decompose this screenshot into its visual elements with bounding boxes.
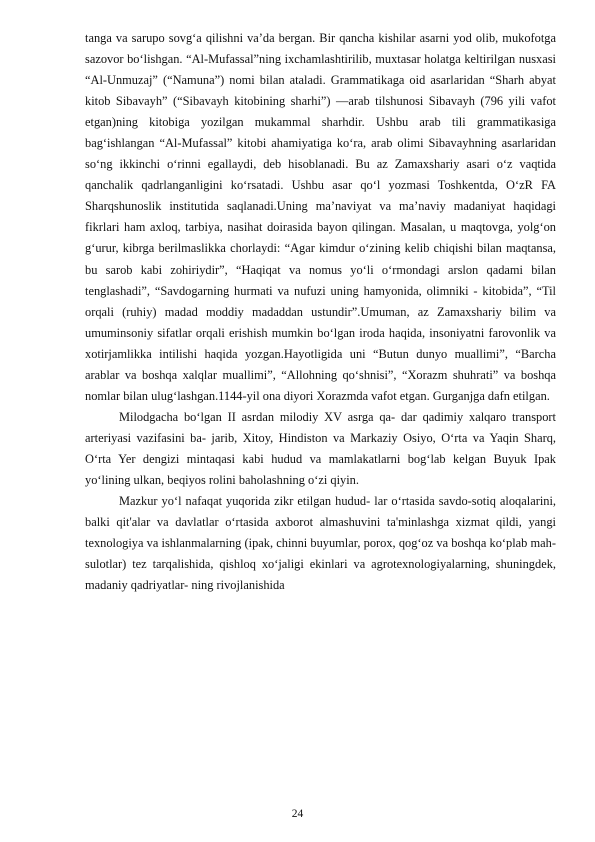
paragraph-2: Milodgacha bo‘lgan II asrdan milodiy XV asrga qa- dar qadimiy xalqaro transport arteriyasi vazifasini ba- jarib, Xitoy, Hindiston va Markaziy Osiyo, O‘rta va Yaqin Sharq, O‘rta Yer dengizi mintaqasi kabi hudud va mamlakatlarni bog‘lab kelgan Buyuk Ipak yo‘lining ulkan, beqiyos rolini baholashning o‘zi qiyin. (85, 409, 556, 487)
paragraph-3: Mazkur yo‘l nafaqat yuqorida zikr etilgan hudud- lar o‘rtasida savdo-sotiq aloqalarini, balki qit'alar va davlatlar o‘rtasida axborot almashuvini ta'minlashga xizmat qildi, yangi texnologiya va ishlanmalarning (ipak, chinni buyumlar, porox, qog‘oz va boshqa ko‘plab mah- sulotlar) tez tarqalishida, qishloq xo‘jaligi ekinlari va agrotexnologiyalarning, shuningdek, madaniy qadriyatlar- ning rivojlanishida (85, 494, 556, 593)
document-body (85, 28, 556, 596)
page-number: 24 (291, 808, 304, 820)
paragraph-1: tanga va sarupo sovg‘a qilishni va’da bergan. Bir qancha kishilar asarni yod olib, mukofotga sazovor bo‘lishgan. “Al-Mufassal”ning ixchamlashtirilib, muxtasar holatga keltirilgan nusxasi “Al-Unmuzaj” (“Namuna”) nomi bilan ataladi. Grammatikaga oid asarlaridan “Sharh abyat kitob Sibavayh” (“Sibavayh kitobining sharhi”) —arab tilshunosi Sibavayh (796 yili vafot etgan)ning kitobiga yozilgan mukammal sharhdir. Ushbu arab tili grammatikasiga bag‘ishlangan “Al-Mufassal” kitobi ahamiyatiga ko‘ra, arab olimi Sibavayhning asarlaridan so‘ng ikkinchi o‘rinni egallaydi, deb hisoblanadi. Bu az Zamaxshariy asari o‘z vaqtida qanchalik qadrlanganligini ko‘rsatadi. Ushbu asar qo‘l yozmasi Toshkentda, O‘zR FA Sharqshunoslik institutida saqlanadi.Uning ma’naviyat va ma’naviy madaniyat haqidagi fikrlari ham axloq, tarbiya, nasihat doirasida bayon qilingan. Masalan, u maqtovga, yolg‘on g‘urur, kibrga berilmaslikka chorlaydi: “Agar kimdur o‘zining kelib chiqishi bilan maqtansa, bu sarob kabi zohiriydir”, “Haqiqat va nomus yo‘li o‘rmondagi arslon qadami bilan tenglashadi”, “Savdogarning hurmati va nufuzi uning hamyonida, olimniki - kitobida”, “Til orqali (ruhiy) madad moddiy madaddan ustundir”.Umuman, az Zamaxshariy bilim va umuminsoniy sifatlar orqali erishish mumkin bo‘lgan iroda haqida, insoniyatni farovonlik va xotirjamlikka intilishi haqida yozgan.Hayotligida uni “Butun dunyo muallimi”, “Barcha arablar va boshqa xalqlar muallimi”, “Allohning qo‘shnisi”, “Xorazm shuhrati” va boshqa nomlar bilan ulug‘lashgan.1144-yil ona diyori Xorazmda vafot etgan. Gurganjga dafn etilgan. (85, 31, 556, 403)
